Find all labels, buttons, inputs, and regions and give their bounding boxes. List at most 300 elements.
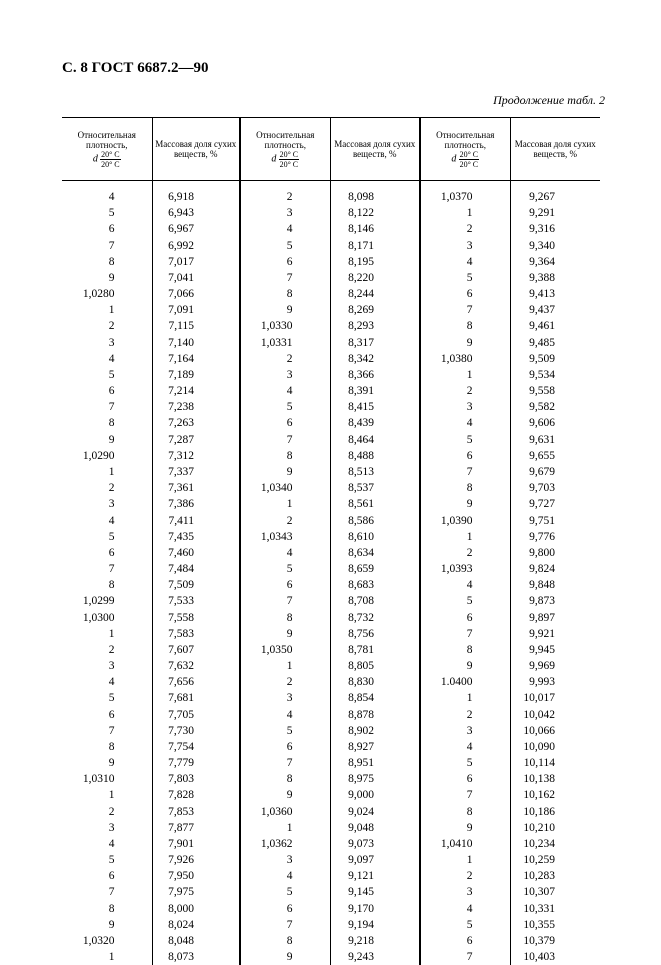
density-cell: 1 bbox=[62, 464, 152, 480]
table-row bbox=[62, 593, 600, 609]
density-cell: 6 bbox=[62, 707, 152, 723]
density-cell: 4 bbox=[62, 181, 152, 206]
mass-fraction-cell: 7,361 bbox=[152, 480, 240, 496]
density-cell: 1 bbox=[62, 949, 152, 965]
density-cell: 6 bbox=[420, 771, 510, 787]
table-row bbox=[62, 432, 600, 448]
table-row bbox=[62, 707, 600, 723]
mass-fraction-cell: 8,317 bbox=[330, 335, 420, 351]
mass-fraction-cell: 6,918 bbox=[152, 181, 240, 206]
density-cell: 7 bbox=[240, 917, 330, 933]
density-cell: 1,0350 bbox=[240, 642, 330, 658]
mass-fraction-cell: 7,066 bbox=[152, 286, 240, 302]
table-row bbox=[62, 901, 600, 917]
density-cell: 7 bbox=[62, 238, 152, 254]
mass-fraction-cell: 7,877 bbox=[152, 820, 240, 836]
fraction-denominator: 20° С bbox=[100, 160, 121, 169]
mass-fraction-cell: 9,145 bbox=[330, 884, 420, 900]
density-cell: 5 bbox=[62, 205, 152, 221]
table-header-row bbox=[62, 118, 600, 181]
mass-fraction-cell: 8,805 bbox=[330, 658, 420, 674]
table-row bbox=[62, 787, 600, 803]
density-cell: 3 bbox=[420, 884, 510, 900]
density-header bbox=[240, 118, 330, 181]
mass-header: Массовая доля сухих веществ, % bbox=[510, 118, 600, 181]
mass-fraction-cell: 9,582 bbox=[510, 399, 600, 415]
density-cell: 1,0330 bbox=[240, 318, 330, 334]
mass-fraction-cell: 8,537 bbox=[330, 480, 420, 496]
density-cell: 1.0400 bbox=[420, 674, 510, 690]
mass-fraction-cell: 7,730 bbox=[152, 723, 240, 739]
density-cell: 4 bbox=[62, 351, 152, 367]
density-cell: 6 bbox=[240, 901, 330, 917]
density-cell: 9 bbox=[420, 820, 510, 836]
density-cell: 7 bbox=[420, 787, 510, 803]
mass-fraction-cell: 9,727 bbox=[510, 496, 600, 512]
density-cell: 7 bbox=[420, 626, 510, 642]
mass-fraction-cell: 10,186 bbox=[510, 804, 600, 820]
mass-fraction-cell: 9,824 bbox=[510, 561, 600, 577]
mass-fraction-cell: 8,951 bbox=[330, 755, 420, 771]
density-cell: 1,0410 bbox=[420, 836, 510, 852]
density-cell: 4 bbox=[62, 512, 152, 528]
density-cell: 1,0310 bbox=[62, 771, 152, 787]
density-cell: 1,0390 bbox=[420, 512, 510, 528]
density-cell: 4 bbox=[62, 674, 152, 690]
mass-fraction-cell: 8,732 bbox=[330, 609, 420, 625]
mass-fraction-cell: 7,214 bbox=[152, 383, 240, 399]
mass-fraction-cell: 7,632 bbox=[152, 658, 240, 674]
table-row bbox=[62, 270, 600, 286]
density-cell: 2 bbox=[420, 383, 510, 399]
mass-fraction-cell: 9,509 bbox=[510, 351, 600, 367]
mass-fraction-cell: 9,558 bbox=[510, 383, 600, 399]
density-cell: 9 bbox=[240, 787, 330, 803]
density-cell: 1 bbox=[420, 205, 510, 221]
mass-fraction-cell: 9,048 bbox=[330, 820, 420, 836]
table-row bbox=[62, 933, 600, 949]
density-cell: 4 bbox=[62, 836, 152, 852]
mass-fraction-cell: 9,243 bbox=[330, 949, 420, 965]
table-row bbox=[62, 205, 600, 221]
mass-fraction-cell: 9,993 bbox=[510, 674, 600, 690]
density-cell: 9 bbox=[420, 496, 510, 512]
table-row bbox=[62, 755, 600, 771]
mass-fraction-cell: 9,800 bbox=[510, 545, 600, 561]
mass-fraction-cell: 7,484 bbox=[152, 561, 240, 577]
table-row bbox=[62, 545, 600, 561]
mass-fraction-cell: 9,316 bbox=[510, 221, 600, 237]
table-row bbox=[62, 529, 600, 545]
mass-fraction-cell: 7,583 bbox=[152, 626, 240, 642]
density-cell: 8 bbox=[240, 286, 330, 302]
mass-fraction-cell: 9,897 bbox=[510, 609, 600, 625]
mass-fraction-cell: 10,259 bbox=[510, 852, 600, 868]
mass-fraction-cell: 8,122 bbox=[330, 205, 420, 221]
mass-fraction-cell: 8,024 bbox=[152, 917, 240, 933]
density-cell: 3 bbox=[420, 399, 510, 415]
density-cell: 8 bbox=[62, 739, 152, 755]
density-cell: 4 bbox=[420, 254, 510, 270]
density-cell: 1 bbox=[240, 496, 330, 512]
density-cell: 5 bbox=[420, 270, 510, 286]
density-cell: 5 bbox=[62, 852, 152, 868]
density-cell: 2 bbox=[420, 221, 510, 237]
density-cell: 6 bbox=[62, 868, 152, 884]
table-row bbox=[62, 739, 600, 755]
density-cell: 3 bbox=[240, 367, 330, 383]
mass-fraction-cell: 10,162 bbox=[510, 787, 600, 803]
mass-fraction-cell: 8,293 bbox=[330, 318, 420, 334]
mass-fraction-cell: 8,781 bbox=[330, 642, 420, 658]
density-cell: 7 bbox=[62, 399, 152, 415]
mass-fraction-cell: 9,097 bbox=[330, 852, 420, 868]
density-cell: 3 bbox=[62, 496, 152, 512]
density-cell: 8 bbox=[62, 901, 152, 917]
mass-fraction-cell: 7,041 bbox=[152, 270, 240, 286]
mass-fraction-cell: 8,902 bbox=[330, 723, 420, 739]
table-row bbox=[62, 286, 600, 302]
density-cell: 6 bbox=[62, 545, 152, 561]
density-cell: 5 bbox=[62, 529, 152, 545]
mass-fraction-cell: 10,090 bbox=[510, 739, 600, 755]
density-cell: 1 bbox=[62, 302, 152, 318]
density-cell: 6 bbox=[240, 415, 330, 431]
mass-fraction-cell: 9,267 bbox=[510, 181, 600, 206]
mass-fraction-cell: 8,634 bbox=[330, 545, 420, 561]
fraction-numerator: 20° С bbox=[100, 150, 121, 160]
mass-header: Массовая доля сухих веществ, % bbox=[152, 118, 240, 181]
mass-fraction-cell: 9,024 bbox=[330, 804, 420, 820]
density-cell: 5 bbox=[420, 593, 510, 609]
mass-fraction-cell: 8,048 bbox=[152, 933, 240, 949]
mass-fraction-cell: 9,000 bbox=[330, 787, 420, 803]
mass-fraction-cell: 8,000 bbox=[152, 901, 240, 917]
fraction-denominator: 20° С bbox=[279, 160, 300, 169]
mass-fraction-cell: 7,287 bbox=[152, 432, 240, 448]
mass-fraction-cell: 7,828 bbox=[152, 787, 240, 803]
density-cell: 4 bbox=[240, 383, 330, 399]
table-row bbox=[62, 658, 600, 674]
density-cell: 8 bbox=[240, 771, 330, 787]
density-cell: 2 bbox=[240, 181, 330, 206]
density-cell: 1 bbox=[240, 820, 330, 836]
density-cell: 1 bbox=[240, 658, 330, 674]
mass-fraction-cell: 8,708 bbox=[330, 593, 420, 609]
mass-fraction-cell: 9,073 bbox=[330, 836, 420, 852]
density-cell: 3 bbox=[240, 205, 330, 221]
mass-fraction-cell: 7,140 bbox=[152, 335, 240, 351]
fraction-denominator: 20° С bbox=[459, 160, 480, 169]
table-row bbox=[62, 868, 600, 884]
mass-fraction-cell: 10,331 bbox=[510, 901, 600, 917]
mass-fraction-cell: 8,415 bbox=[330, 399, 420, 415]
density-cell: 7 bbox=[240, 432, 330, 448]
mass-fraction-cell: 7,337 bbox=[152, 464, 240, 480]
density-cell: 7 bbox=[420, 302, 510, 318]
mass-fraction-cell: 8,439 bbox=[330, 415, 420, 431]
density-cell: 7 bbox=[62, 561, 152, 577]
density-cell: 6 bbox=[420, 933, 510, 949]
density-cell: 7 bbox=[240, 755, 330, 771]
density-cell: 2 bbox=[240, 674, 330, 690]
mass-fraction-cell: 10,210 bbox=[510, 820, 600, 836]
fraction-numerator: 20° С bbox=[459, 150, 480, 160]
table-row bbox=[62, 221, 600, 237]
table-row bbox=[62, 464, 600, 480]
mass-fraction-cell: 9,485 bbox=[510, 335, 600, 351]
table-row bbox=[62, 399, 600, 415]
density-cell: 9 bbox=[240, 949, 330, 965]
table-row bbox=[62, 238, 600, 254]
density-cell: 4 bbox=[240, 868, 330, 884]
density-cell: 9 bbox=[62, 432, 152, 448]
density-cell: 8 bbox=[240, 448, 330, 464]
density-cell: 7 bbox=[240, 593, 330, 609]
density-cell: 6 bbox=[240, 577, 330, 593]
mass-fraction-cell: 7,460 bbox=[152, 545, 240, 561]
mass-fraction-cell: 7,803 bbox=[152, 771, 240, 787]
density-cell: 1,0320 bbox=[62, 933, 152, 949]
table-row bbox=[62, 351, 600, 367]
mass-fraction-cell: 10,138 bbox=[510, 771, 600, 787]
mass-fraction-cell: 9,969 bbox=[510, 658, 600, 674]
density-cell: 9 bbox=[62, 755, 152, 771]
mass-fraction-cell: 7,411 bbox=[152, 512, 240, 528]
density-cell: 2 bbox=[62, 642, 152, 658]
mass-fraction-cell: 9,751 bbox=[510, 512, 600, 528]
density-cell: 8 bbox=[240, 933, 330, 949]
density-cell: 9 bbox=[240, 626, 330, 642]
density-cell: 3 bbox=[240, 852, 330, 868]
mass-fraction-cell: 9,534 bbox=[510, 367, 600, 383]
density-cell: 1,0290 bbox=[62, 448, 152, 464]
table-row bbox=[62, 383, 600, 399]
mass-fraction-cell: 9,848 bbox=[510, 577, 600, 593]
density-table bbox=[62, 117, 600, 965]
mass-fraction-cell: 9,388 bbox=[510, 270, 600, 286]
mass-fraction-cell: 8,878 bbox=[330, 707, 420, 723]
density-cell: 5 bbox=[420, 755, 510, 771]
density-cell: 3 bbox=[62, 820, 152, 836]
mass-fraction-cell: 9,170 bbox=[330, 901, 420, 917]
mass-fraction-cell: 8,366 bbox=[330, 367, 420, 383]
mass-fraction-cell: 8,854 bbox=[330, 690, 420, 706]
density-cell: 9 bbox=[240, 302, 330, 318]
mass-header: Массовая доля сухих веществ, % bbox=[330, 118, 420, 181]
density-symbol: d bbox=[451, 153, 456, 164]
density-cell: 3 bbox=[240, 690, 330, 706]
density-cell: 2 bbox=[420, 868, 510, 884]
density-symbol: d bbox=[271, 153, 276, 164]
density-cell: 6 bbox=[420, 448, 510, 464]
mass-fraction-cell: 8,269 bbox=[330, 302, 420, 318]
density-cell: 6 bbox=[62, 221, 152, 237]
mass-fraction-cell: 8,756 bbox=[330, 626, 420, 642]
mass-fraction-cell: 10,066 bbox=[510, 723, 600, 739]
mass-fraction-cell: 10,234 bbox=[510, 836, 600, 852]
table-row bbox=[62, 335, 600, 351]
table-body bbox=[62, 181, 600, 965]
mass-fraction-cell: 8,975 bbox=[330, 771, 420, 787]
density-cell: 8 bbox=[62, 577, 152, 593]
density-cell: 1,0280 bbox=[62, 286, 152, 302]
mass-fraction-cell: 7,115 bbox=[152, 318, 240, 334]
mass-fraction-cell: 8,927 bbox=[330, 739, 420, 755]
mass-fraction-cell: 8,561 bbox=[330, 496, 420, 512]
density-cell: 6 bbox=[420, 609, 510, 625]
density-cell: 1,0360 bbox=[240, 804, 330, 820]
density-header-label: Относительная плотность, bbox=[78, 130, 136, 150]
mass-fraction-cell: 9,945 bbox=[510, 642, 600, 658]
mass-fraction-cell: 9,873 bbox=[510, 593, 600, 609]
mass-fraction-cell: 7,017 bbox=[152, 254, 240, 270]
density-cell: 1,0362 bbox=[240, 836, 330, 852]
table-row bbox=[62, 448, 600, 464]
mass-fraction-cell: 9,703 bbox=[510, 480, 600, 496]
density-cell: 2 bbox=[420, 707, 510, 723]
density-cell: 7 bbox=[62, 884, 152, 900]
density-cell: 5 bbox=[240, 723, 330, 739]
density-cell: 9 bbox=[420, 658, 510, 674]
density-cell: 6 bbox=[240, 739, 330, 755]
mass-fraction-cell: 9,631 bbox=[510, 432, 600, 448]
density-cell: 8 bbox=[420, 804, 510, 820]
mass-fraction-cell: 7,435 bbox=[152, 529, 240, 545]
table-row bbox=[62, 302, 600, 318]
mass-fraction-cell: 6,943 bbox=[152, 205, 240, 221]
density-header bbox=[420, 118, 510, 181]
mass-fraction-cell: 10,307 bbox=[510, 884, 600, 900]
density-cell: 4 bbox=[240, 707, 330, 723]
table-row bbox=[62, 852, 600, 868]
density-cell: 5 bbox=[62, 367, 152, 383]
density-cell: 9 bbox=[62, 270, 152, 286]
mass-fraction-cell: 7,853 bbox=[152, 804, 240, 820]
mass-fraction-cell: 7,164 bbox=[152, 351, 240, 367]
mass-fraction-cell: 10,017 bbox=[510, 690, 600, 706]
density-cell: 1 bbox=[420, 690, 510, 706]
mass-fraction-cell: 7,607 bbox=[152, 642, 240, 658]
density-cell: 2 bbox=[62, 318, 152, 334]
table-row bbox=[62, 690, 600, 706]
mass-fraction-cell: 8,195 bbox=[330, 254, 420, 270]
density-cell: 6 bbox=[62, 383, 152, 399]
density-cell: 8 bbox=[420, 642, 510, 658]
density-cell: 1,0343 bbox=[240, 529, 330, 545]
mass-fraction-cell: 9,194 bbox=[330, 917, 420, 933]
density-cell: 2 bbox=[240, 512, 330, 528]
density-header-label: Относительная плотность, bbox=[436, 130, 494, 150]
mass-fraction-cell: 8,488 bbox=[330, 448, 420, 464]
density-cell: 6 bbox=[240, 254, 330, 270]
density-cell: 1,0380 bbox=[420, 351, 510, 367]
table-row bbox=[62, 609, 600, 625]
density-cell: 1,0340 bbox=[240, 480, 330, 496]
density-cell: 3 bbox=[420, 723, 510, 739]
density-cell: 5 bbox=[240, 561, 330, 577]
density-cell: 1 bbox=[62, 626, 152, 642]
density-cell: 5 bbox=[420, 432, 510, 448]
mass-fraction-cell: 8,244 bbox=[330, 286, 420, 302]
density-header bbox=[62, 118, 152, 181]
table-row bbox=[62, 626, 600, 642]
density-fraction bbox=[459, 150, 480, 169]
fraction-numerator: 20° С bbox=[279, 150, 300, 160]
mass-fraction-cell: 7,705 bbox=[152, 707, 240, 723]
density-cell: 1,0331 bbox=[240, 335, 330, 351]
mass-fraction-cell: 10,042 bbox=[510, 707, 600, 723]
mass-fraction-cell: 9,121 bbox=[330, 868, 420, 884]
mass-fraction-cell: 8,391 bbox=[330, 383, 420, 399]
density-cell: 1,0299 bbox=[62, 593, 152, 609]
mass-fraction-cell: 9,655 bbox=[510, 448, 600, 464]
table-row bbox=[62, 949, 600, 965]
density-cell: 3 bbox=[62, 658, 152, 674]
density-cell: 5 bbox=[240, 399, 330, 415]
mass-fraction-cell: 10,403 bbox=[510, 949, 600, 965]
density-cell: 9 bbox=[62, 917, 152, 933]
mass-fraction-cell: 9,218 bbox=[330, 933, 420, 949]
table-row bbox=[62, 771, 600, 787]
density-cell: 8 bbox=[62, 415, 152, 431]
mass-fraction-cell: 9,461 bbox=[510, 318, 600, 334]
mass-fraction-cell: 7,091 bbox=[152, 302, 240, 318]
mass-fraction-cell: 7,779 bbox=[152, 755, 240, 771]
density-cell: 1 bbox=[420, 367, 510, 383]
mass-fraction-cell: 7,238 bbox=[152, 399, 240, 415]
density-cell: 5 bbox=[420, 917, 510, 933]
mass-fraction-cell: 7,189 bbox=[152, 367, 240, 383]
density-cell: 8 bbox=[420, 318, 510, 334]
density-cell: 4 bbox=[420, 577, 510, 593]
mass-fraction-cell: 7,386 bbox=[152, 496, 240, 512]
mass-fraction-cell: 7,533 bbox=[152, 593, 240, 609]
density-cell: 4 bbox=[420, 739, 510, 755]
mass-fraction-cell: 9,413 bbox=[510, 286, 600, 302]
density-cell: 8 bbox=[240, 609, 330, 625]
density-cell: 2 bbox=[420, 545, 510, 561]
mass-fraction-cell: 8,659 bbox=[330, 561, 420, 577]
table-row bbox=[62, 642, 600, 658]
density-cell: 3 bbox=[62, 335, 152, 351]
density-cell: 2 bbox=[62, 480, 152, 496]
mass-fraction-cell: 8,464 bbox=[330, 432, 420, 448]
table-row bbox=[62, 496, 600, 512]
mass-fraction-cell: 8,586 bbox=[330, 512, 420, 528]
table-row bbox=[62, 318, 600, 334]
mass-fraction-cell: 7,926 bbox=[152, 852, 240, 868]
density-cell: 6 bbox=[420, 286, 510, 302]
table-row bbox=[62, 480, 600, 496]
density-cell: 1 bbox=[62, 787, 152, 803]
mass-fraction-cell: 10,114 bbox=[510, 755, 600, 771]
mass-fraction-cell: 7,656 bbox=[152, 674, 240, 690]
mass-fraction-cell: 7,975 bbox=[152, 884, 240, 900]
mass-fraction-cell: 10,355 bbox=[510, 917, 600, 933]
density-cell: 5 bbox=[240, 238, 330, 254]
mass-fraction-cell: 8,342 bbox=[330, 351, 420, 367]
table-row bbox=[62, 723, 600, 739]
table-row bbox=[62, 884, 600, 900]
density-cell: 4 bbox=[240, 221, 330, 237]
mass-fraction-cell: 8,073 bbox=[152, 949, 240, 965]
mass-fraction-cell: 7,312 bbox=[152, 448, 240, 464]
table-row bbox=[62, 917, 600, 933]
density-header-label: Относительная плотность, bbox=[256, 130, 314, 150]
density-cell: 9 bbox=[240, 464, 330, 480]
mass-fraction-cell: 9,679 bbox=[510, 464, 600, 480]
